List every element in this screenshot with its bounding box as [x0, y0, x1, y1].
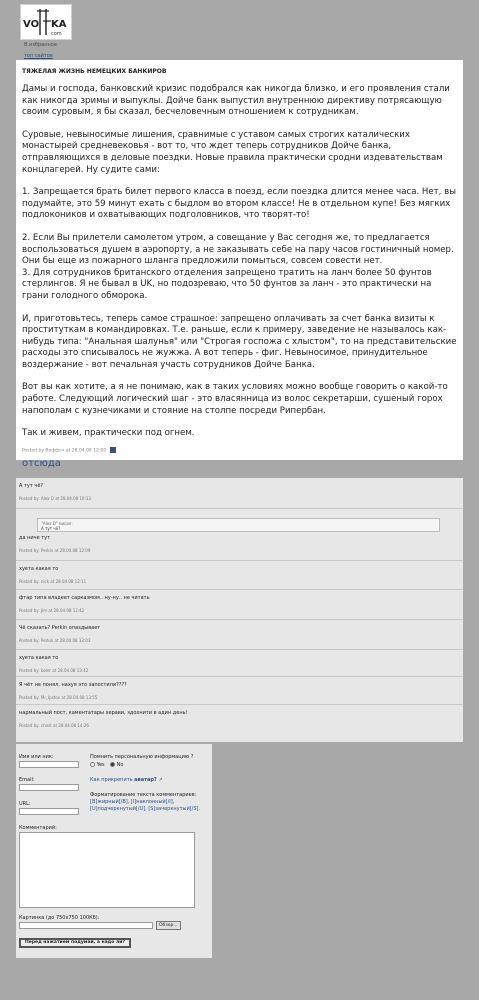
quote-text: А тут чё? [41, 526, 61, 531]
post-paragraph: 3. Для сотрудников британского отделения запрещено тратить на ланч более 50 фунтов стерлингов. Я не бывал в UK, но подозреваю, что 50 фунтов за ланч - это практически на грани голодного обморока. [22, 267, 432, 301]
image-file-input[interactable] [19, 922, 153, 929]
post-paragraph: Вот вы как хотите, а я не понимаю, как в таких условиях можно вообще говорить о какой-то работе. Следующий логический шаг - это власянница из волос секретарши, сушеный горох напополам с кузнечиками и стояние на столпе посреди Рипербан. [22, 382, 448, 416]
post-paragraph: 1. Запрещается брать билет первого класса в поезд, если поездка длится менее часа. Нет, вы подумайте, это 59 минут ехать с быдлом во втором классе! Не в отдельном купе! Без мягких подлокоников и охватывающих подголовников, что творят-то! [22, 187, 456, 221]
comment-text: Чё сказать? Perkin опаздывает [19, 625, 101, 631]
comment-label: Комментарий: [19, 825, 57, 831]
logo-text-right: KA [51, 19, 67, 30]
external-link-icon: ↗ [158, 777, 163, 783]
name-input[interactable] [19, 761, 79, 768]
format-help-line2: [U]подчеркнутый[/U], [S]зачеркнутый[/S]. [90, 806, 201, 812]
email-label: Email: [19, 777, 35, 783]
remember-yes-radio[interactable] [90, 762, 95, 767]
add-to-favorites-link[interactable]: В избранное [24, 42, 57, 48]
comment-item [16, 561, 463, 590]
site-logo[interactable] [20, 4, 72, 40]
remember-no-label: No [116, 762, 124, 768]
post-paragraph: Так и живем, практически под огнем. [22, 428, 195, 439]
comment-text: нармальный пост, каментатары херави, здохнити в адин день! [19, 710, 188, 716]
avatar-help-prefix: Как прикрепить [90, 777, 133, 783]
comment-meta: Posted by: Perkin at 28.04.08 13:03 [19, 638, 91, 643]
comment-meta: Posted by: boler at 28.04.08 13:42 [19, 668, 89, 673]
url-label: URL: [19, 801, 31, 807]
source-link[interactable]: отсюда [22, 457, 61, 469]
logo-subtext: com [51, 31, 62, 37]
comment-item [16, 677, 463, 705]
post-article [16, 60, 463, 469]
comment-text: А тут чё? [19, 483, 44, 489]
logo-mark-icon [37, 7, 51, 37]
comment-quote [37, 518, 440, 532]
image-label: Картинка (до 750x750 100Кб): [19, 915, 100, 921]
comment-text: хуета какая то [19, 566, 59, 572]
url-input[interactable] [19, 808, 79, 815]
comment-meta: Posted by: nick at 28.04.08 12:11 [19, 579, 87, 584]
comment-form [16, 744, 212, 958]
comment-text: да ниче тут [19, 535, 51, 541]
post-meta-text: Posted by Воффоч at 28.04.08 12:00 [22, 448, 107, 454]
quote-author: "Alex D" писал: [41, 521, 73, 526]
comment-text: фтар типа владеет сарказмом.. ну-ну.. не читать [19, 595, 150, 601]
top-sites-link[interactable]: топ сайтов [24, 53, 53, 59]
comment-item [16, 620, 463, 650]
remember-no[interactable] [110, 762, 123, 768]
avatar-help-link[interactable]: аватар? [134, 777, 157, 783]
name-label: Имя или ник: [19, 754, 54, 760]
logo-text-left: VO [23, 19, 40, 30]
comment-item [16, 705, 463, 742]
comment-text: Я чёт не понял, нахуя это запостили???? [19, 682, 127, 688]
avatar-help [90, 777, 163, 783]
comment-item [16, 478, 463, 509]
post-paragraph: И, приготовьтесь, теперь самое страшное: запрещено оплачивать за счет банка визиты к проституткам в командировках. Т.е. раньше, если к примеру, заведение не называлось как-нибудь типа: "Анальная шалунья" или "Строгая госпожа с хлыстом", то на представительские расходы это списывалось не жужжа. А вот теперь - фиг. Невыносимое, принудительное воздержание - вот печальная участь сотрудников Дойче Банка. [22, 313, 457, 370]
post-paragraph: Дамы и господа, банковский кризис подобрался как никогда близко, и его проявления стали как никогда зримы и выпуклы. Дойче банк выпустил внутреннюю директиву потрясающую своим суровым, я бы сказал, бесчеловечным отношением к сотрудникам. [22, 84, 450, 118]
permalink-icon[interactable] [110, 447, 116, 453]
post-meta [22, 447, 116, 454]
format-title: Форматирование текста комментариев: [90, 792, 197, 798]
comment-meta: Posted by: Alex D at 28.04.08 10:33 [19, 496, 92, 501]
post-paragraph: 2. Если Вы прилетели самолетом утром, а совещание у Вас сегодня же, то предлагается воспользоваться душем в аэропорту, а не заказывать себе на пару часов гостиничный номер. Они бы еще из пожарного шланга предложили помыться, совсем совести нет. [22, 232, 454, 267]
comment-textarea[interactable] [19, 832, 195, 908]
submit-comment-button[interactable]: Перед нажатием подумай, а надо ли? [19, 938, 131, 948]
remember-yes-label: Yes [96, 762, 105, 768]
post-title: ТЯЖЕЛАЯ ЖИЗНЬ НЕМЕЦКИХ БАНКИРОВ [22, 68, 167, 75]
comment-meta: Posted by: Jim at 28.04.08 12:42 [19, 608, 85, 613]
remember-yes[interactable] [90, 762, 105, 768]
remember-label: Помнить персональную информацию ? [90, 754, 194, 760]
email-input[interactable] [19, 784, 79, 791]
comment-item [16, 650, 463, 677]
format-help-line1: [B]жирный[/B], [I]наклонный[/I], [90, 799, 175, 805]
comment-meta: Posted by: Mr_Ipstov at 28.04.08 13:55 [19, 695, 98, 700]
post-paragraph: Суровые, невыносимые лишения, сравнимые с уставом самых строгих каталических монастырей средневековья - вот то, что ждет теперь сотрудников Дойче банка, отправляющихся в деловые поездки. Новые правила практически сродни издевательствам концлагерей. Ну судите сами: [22, 129, 443, 175]
comment-text: хуета какая то [19, 655, 59, 661]
comment-meta: Posted by: chest at 28.04.08 14:26 [19, 723, 89, 728]
comment-meta: Posted by: Perkin at 28.04.08 12:09 [19, 548, 91, 553]
comment-item [16, 509, 463, 561]
browse-button[interactable]: Обзор... [156, 921, 181, 930]
comment-item [16, 590, 463, 620]
remember-no-radio[interactable] [110, 762, 115, 767]
comments-list [16, 478, 463, 742]
